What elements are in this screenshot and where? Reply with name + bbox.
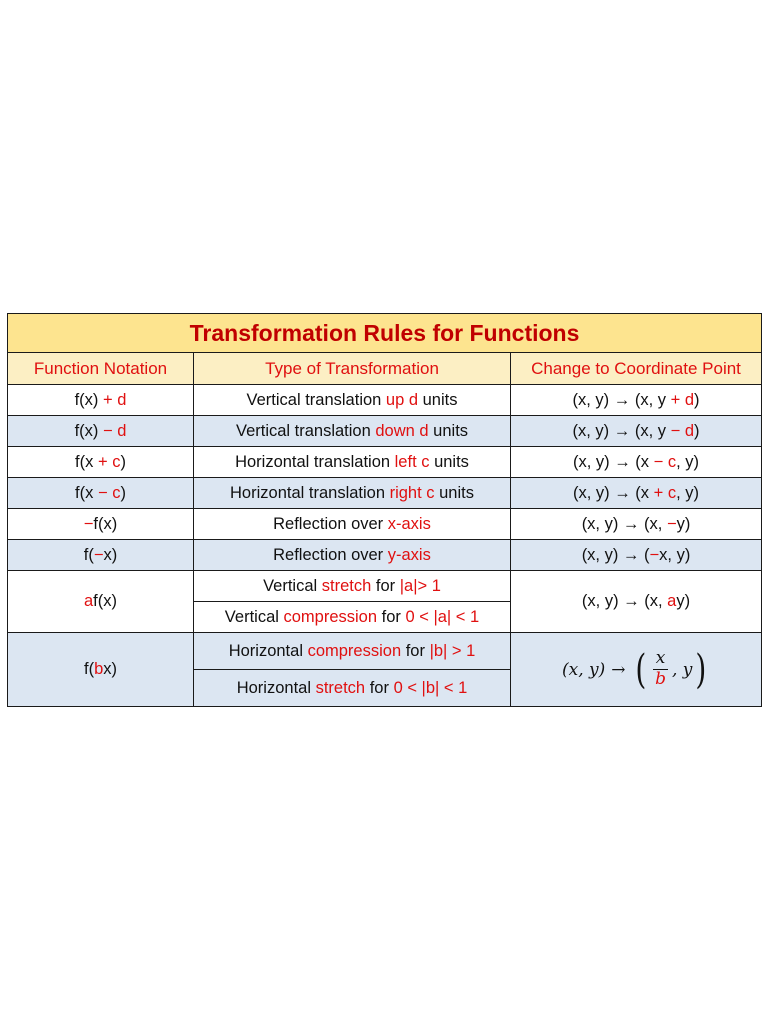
text-segment: for bbox=[377, 607, 406, 626]
text-segment: f(x) bbox=[74, 390, 103, 409]
text-segment: y) bbox=[676, 514, 691, 533]
text-segment: Reflection over bbox=[273, 545, 388, 564]
highlighted-text: compression bbox=[283, 607, 378, 626]
highlighted-text: − c bbox=[97, 483, 121, 502]
text-segment: for bbox=[401, 641, 430, 660]
function-notation-cell bbox=[8, 385, 194, 416]
text-segment: units bbox=[428, 421, 469, 440]
function-notation-cell bbox=[8, 633, 194, 707]
title-row bbox=[8, 314, 762, 353]
coordinate-change-cell bbox=[511, 385, 762, 416]
coordinate-change-cell bbox=[511, 416, 762, 447]
highlighted-text: stretch bbox=[321, 576, 372, 595]
coordinate-change-formula bbox=[561, 646, 710, 693]
formula-fraction bbox=[652, 649, 669, 689]
highlighted-text: right c bbox=[389, 483, 435, 502]
text-segment: f(x bbox=[75, 452, 98, 471]
highlighted-text: compression bbox=[307, 641, 402, 660]
transformation-type-cell bbox=[194, 385, 511, 416]
table-row bbox=[8, 571, 762, 602]
highlighted-text: down d bbox=[375, 421, 429, 440]
table-title: Transformation Rules for Functions bbox=[8, 314, 762, 353]
text-segment: for bbox=[365, 678, 394, 697]
highlighted-text: y-axis bbox=[387, 545, 431, 564]
fraction-denominator: b bbox=[655, 669, 666, 689]
highlighted-text: x-axis bbox=[387, 514, 431, 533]
transformation-type-cell bbox=[194, 670, 511, 707]
text-segment: ) bbox=[120, 483, 126, 502]
text-segment: f(x) bbox=[93, 514, 118, 533]
function-notation-cell bbox=[8, 447, 194, 478]
text-segment: , y) bbox=[676, 483, 700, 502]
highlighted-text: left c bbox=[394, 452, 430, 471]
transformation-type-cell bbox=[194, 509, 511, 540]
text-segment: Horizontal bbox=[228, 641, 308, 660]
transformation-type-cell bbox=[194, 478, 511, 509]
highlighted-text: − d bbox=[670, 421, 694, 440]
text-segment: Reflection over bbox=[273, 514, 388, 533]
text-segment: (x, y) → (x, bbox=[581, 592, 668, 610]
text-segment: for bbox=[371, 576, 400, 595]
text-segment: units bbox=[418, 390, 458, 409]
text-segment: Horizontal translation bbox=[235, 452, 395, 471]
highlighted-text: a bbox=[667, 592, 677, 610]
text-segment: f( bbox=[83, 545, 94, 564]
highlighted-text: − bbox=[649, 545, 660, 564]
function-notation-cell bbox=[8, 478, 194, 509]
text-segment: Vertical bbox=[224, 607, 284, 626]
function-notation-cell bbox=[8, 416, 194, 447]
table-row bbox=[8, 540, 762, 571]
highlighted-text: − bbox=[83, 514, 94, 533]
table-row bbox=[8, 385, 762, 416]
header-type-of-transformation: Type of Transformation bbox=[194, 353, 511, 385]
table-row bbox=[8, 447, 762, 478]
table-row bbox=[8, 509, 762, 540]
text-segment: (x, y) → ( bbox=[581, 545, 650, 564]
formula-lhs: (x, y) bbox=[561, 659, 606, 680]
fraction-numerator: x bbox=[653, 649, 669, 670]
table-row bbox=[8, 633, 762, 670]
transformation-type-cell bbox=[194, 633, 511, 670]
coordinate-change-cell bbox=[511, 509, 762, 540]
transformation-type-cell bbox=[194, 416, 511, 447]
text-segment: f(x) bbox=[74, 421, 103, 440]
text-segment: Horizontal translation bbox=[230, 483, 390, 502]
text-segment: Vertical translation bbox=[246, 390, 386, 409]
transformation-type-cell bbox=[194, 540, 511, 571]
text-segment: x) bbox=[103, 660, 118, 678]
formula-rest: , y bbox=[672, 659, 693, 680]
text-segment: y) bbox=[676, 592, 691, 610]
text-segment: ) bbox=[694, 421, 700, 440]
text-segment: (x, y) → (x, bbox=[581, 514, 667, 533]
highlighted-text: − c bbox=[653, 452, 677, 471]
highlighted-text: stretch bbox=[315, 678, 366, 697]
function-notation-cell bbox=[8, 509, 194, 540]
table-row bbox=[8, 416, 762, 447]
transformation-rules-table-container bbox=[7, 313, 761, 707]
highlighted-text: − bbox=[666, 514, 677, 533]
formula-right-paren: ) bbox=[695, 646, 707, 693]
highlighted-text: + c bbox=[97, 452, 121, 471]
highlighted-text: b bbox=[94, 660, 104, 678]
text-segment: units bbox=[429, 452, 469, 471]
header-row bbox=[8, 353, 762, 385]
highlighted-text: a bbox=[83, 592, 94, 610]
text-segment: x) bbox=[103, 545, 118, 564]
text-segment: (x, y) → (x bbox=[572, 483, 654, 502]
highlighted-text: + d bbox=[670, 390, 694, 409]
coordinate-change-cell bbox=[511, 478, 762, 509]
transformation-type-cell bbox=[194, 447, 511, 478]
text-segment: x, y) bbox=[659, 545, 691, 564]
highlighted-text: + c bbox=[653, 483, 677, 502]
highlighted-text: − bbox=[93, 545, 104, 564]
text-segment: Vertical bbox=[263, 576, 322, 595]
highlighted-text: |a|> 1 bbox=[399, 576, 441, 595]
coordinate-change-cell bbox=[511, 571, 762, 633]
table-row bbox=[8, 478, 762, 509]
coordinate-change-cell bbox=[511, 540, 762, 571]
highlighted-text: 0 < |b| < 1 bbox=[393, 678, 468, 697]
transformation-rules-table bbox=[7, 313, 762, 707]
formula-left-paren: ( bbox=[634, 646, 646, 693]
text-segment: ) bbox=[694, 390, 700, 409]
text-segment: (x, y) → (x bbox=[572, 452, 654, 471]
text-segment: f(x) bbox=[93, 592, 117, 610]
text-segment: units bbox=[434, 483, 474, 502]
highlighted-text: + d bbox=[103, 390, 127, 409]
text-segment: f(x bbox=[75, 483, 98, 502]
coordinate-change-cell bbox=[511, 447, 762, 478]
transformation-type-cell bbox=[194, 602, 511, 633]
coordinate-change-cell bbox=[511, 633, 762, 707]
function-notation-cell bbox=[8, 540, 194, 571]
highlighted-text: |b| > 1 bbox=[429, 641, 476, 660]
text-segment: (x, y) → (x, y bbox=[572, 421, 671, 440]
header-change-to-coordinate-point: Change to Coordinate Point bbox=[511, 353, 762, 385]
highlighted-text: 0 < |a| < 1 bbox=[405, 607, 480, 626]
text-segment: , y) bbox=[676, 452, 700, 471]
formula-arrow: → bbox=[611, 659, 626, 680]
transformation-type-cell bbox=[194, 571, 511, 602]
text-segment: f( bbox=[83, 660, 95, 678]
text-segment: ) bbox=[120, 452, 126, 471]
text-segment: (x, y) → (x, y bbox=[572, 390, 671, 409]
function-notation-cell bbox=[8, 571, 194, 633]
text-segment: Horizontal bbox=[236, 678, 316, 697]
text-segment: Vertical translation bbox=[235, 421, 376, 440]
header-function-notation: Function Notation bbox=[8, 353, 194, 385]
highlighted-text: up d bbox=[385, 390, 419, 409]
highlighted-text: − d bbox=[103, 421, 127, 440]
